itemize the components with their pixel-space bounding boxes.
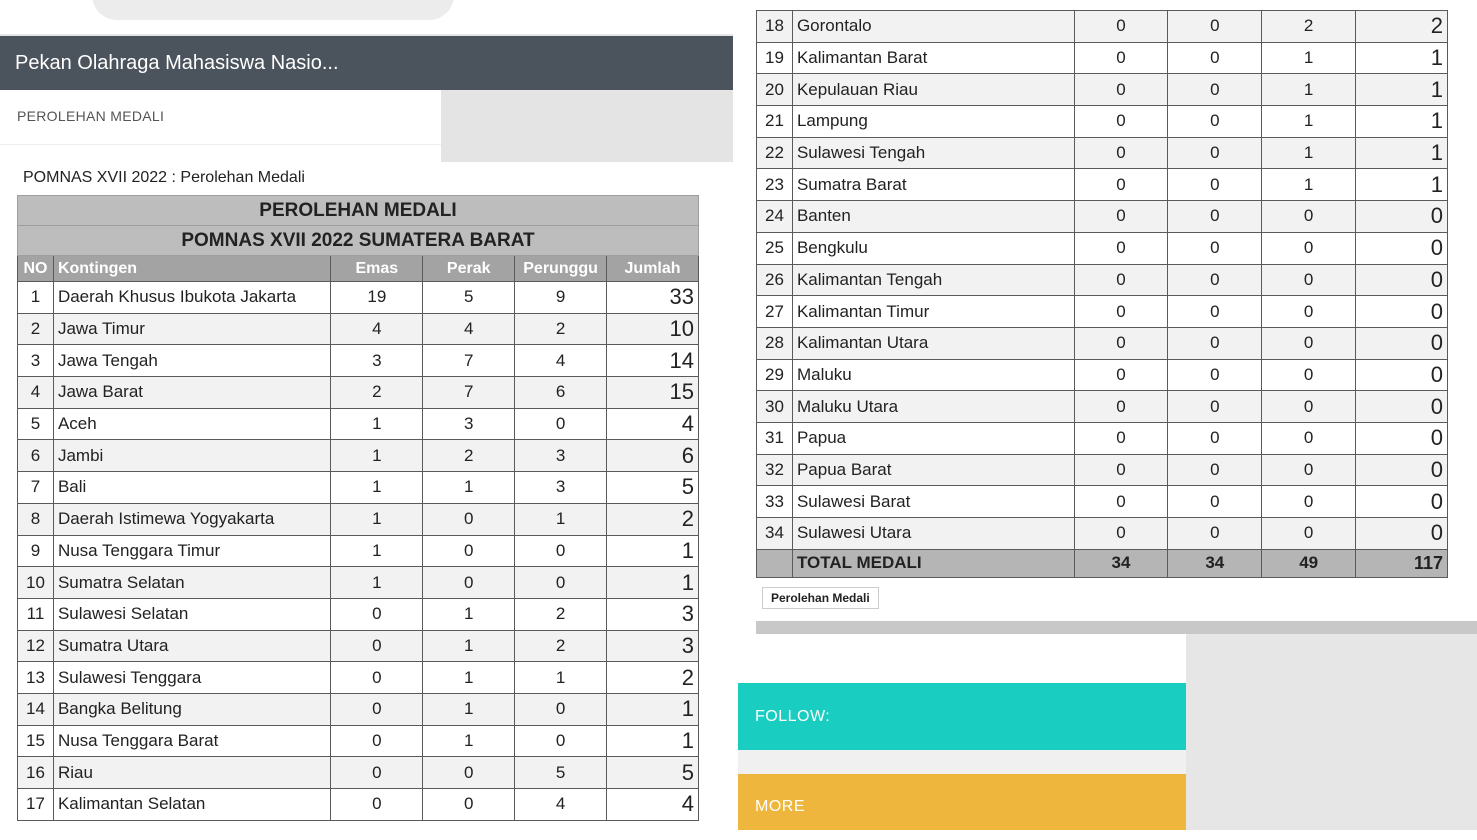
- table-row: [18, 662, 699, 694]
- cell-perunggu: 3: [515, 440, 607, 472]
- cell-no: 5: [18, 408, 54, 440]
- cell-perunggu: 0: [515, 693, 607, 725]
- cell-emas: 0: [1074, 232, 1168, 264]
- cell-jumlah: 15: [607, 377, 699, 409]
- more-widget[interactable]: MORE: [738, 774, 1186, 830]
- cell-perunggu: 1: [1262, 74, 1356, 106]
- table-row: [757, 201, 1448, 233]
- table-row: [18, 725, 699, 757]
- cell-jumlah: 0: [1356, 454, 1448, 486]
- cell-jumlah: 0: [1356, 359, 1448, 391]
- cell-perunggu: 1: [1262, 106, 1356, 138]
- cell-perak: 1: [423, 693, 515, 725]
- table-row: [18, 377, 699, 409]
- cell-emas: 0: [1074, 137, 1168, 169]
- cell-no: 3: [18, 345, 54, 377]
- cell-kontingen: Nusa Tenggara Barat: [53, 725, 330, 757]
- table-row: [18, 472, 699, 504]
- cell-no: 8: [18, 503, 54, 535]
- table-row: [18, 757, 699, 789]
- cell-perunggu: 0: [1262, 518, 1356, 550]
- cell-jumlah: 3: [607, 598, 699, 630]
- table-row: [757, 169, 1448, 201]
- cell-no: 15: [18, 725, 54, 757]
- cell-no: 16: [18, 757, 54, 789]
- cell-perak: 0: [423, 535, 515, 567]
- cell-perunggu: 4: [515, 789, 607, 821]
- table-row: [18, 440, 699, 472]
- table-row: [18, 567, 699, 599]
- cell-perunggu: 0: [1262, 232, 1356, 264]
- cell-perunggu: 1: [515, 662, 607, 694]
- table-row: [757, 137, 1448, 169]
- cell-no: 19: [757, 42, 793, 74]
- cell-emas: 0: [331, 725, 423, 757]
- cell-emas: 0: [1074, 11, 1168, 43]
- cell-perak: 0: [1168, 359, 1262, 391]
- cell-perak: 0: [1168, 327, 1262, 359]
- cell-kontingen: Daerah Khusus Ibukota Jakarta: [53, 282, 330, 314]
- cell-kontingen: Kalimantan Utara: [792, 327, 1074, 359]
- cell-perak: 0: [1168, 11, 1262, 43]
- cell-no: 26: [757, 264, 793, 296]
- cell-kontingen: Sulawesi Tengah: [792, 137, 1074, 169]
- search-pill[interactable]: [92, 0, 454, 20]
- cell-no: 1: [18, 282, 54, 314]
- cell-no: 28: [757, 327, 793, 359]
- cell-perunggu: 0: [1262, 327, 1356, 359]
- table-row: [757, 232, 1448, 264]
- cell-jumlah: 0: [1356, 201, 1448, 233]
- cell-no: 34: [757, 518, 793, 550]
- cell-no: 12: [18, 630, 54, 662]
- cell-no: 23: [757, 169, 793, 201]
- cell-emas: 1: [331, 535, 423, 567]
- col-jumlah: Jumlah: [607, 256, 699, 282]
- cell-emas: 0: [1074, 454, 1168, 486]
- table-row: [18, 345, 699, 377]
- cell-emas: 0: [331, 662, 423, 694]
- cell-jumlah: 1: [1356, 42, 1448, 74]
- col-perunggu: Perunggu: [515, 256, 607, 282]
- page-header: [0, 36, 733, 90]
- horizontal-scrollbar[interactable]: [756, 621, 1477, 634]
- cell-kontingen: Aceh: [53, 408, 330, 440]
- sheet-tab[interactable]: Perolehan Medali: [762, 587, 879, 609]
- cell-perunggu: 9: [515, 282, 607, 314]
- total-row: [757, 549, 1448, 577]
- cell-no: 25: [757, 232, 793, 264]
- cell-emas: 0: [1074, 201, 1168, 233]
- table-row: [757, 486, 1448, 518]
- cell-emas: 0: [1074, 359, 1168, 391]
- cell-emas: 0: [1074, 327, 1168, 359]
- cell-kontingen: Sulawesi Selatan: [53, 598, 330, 630]
- page-edge: [1448, 0, 1477, 586]
- cell-perunggu: 5: [515, 757, 607, 789]
- cell-perak: 0: [1168, 169, 1262, 201]
- cell-perak: 4: [423, 313, 515, 345]
- table-row: [18, 503, 699, 535]
- table-row: [757, 422, 1448, 454]
- cell-perunggu: 1: [515, 503, 607, 535]
- cell-jumlah: 1: [1356, 106, 1448, 138]
- table-row: [757, 11, 1448, 43]
- cell-perak: 1: [423, 472, 515, 504]
- section-label: PEROLEHAN MEDALI: [17, 108, 165, 124]
- cell-perak: 0: [1168, 422, 1262, 454]
- table-row: [757, 327, 1448, 359]
- cell-perak: 0: [1168, 518, 1262, 550]
- cell-jumlah: 1: [607, 725, 699, 757]
- cell-jumlah: 1: [607, 567, 699, 599]
- cell-kontingen: Sulawesi Tenggara: [53, 662, 330, 694]
- cell-emas: 0: [1074, 518, 1168, 550]
- cell-jumlah: 0: [1356, 391, 1448, 423]
- cell-perak: 1: [423, 598, 515, 630]
- cell-perunggu: 0: [515, 408, 607, 440]
- table-row: [757, 106, 1448, 138]
- cell-perak: 0: [1168, 137, 1262, 169]
- table-row: [18, 630, 699, 662]
- cell-kontingen: Nusa Tenggara Timur: [53, 535, 330, 567]
- cell-no: 27: [757, 296, 793, 328]
- cell-no: 11: [18, 598, 54, 630]
- medal-table-right: [756, 10, 1448, 578]
- table-row: [757, 296, 1448, 328]
- post-title: POMNAS XVII 2022 : Perolehan Medali: [23, 169, 305, 186]
- cell-perunggu: 4: [515, 345, 607, 377]
- cell-kontingen: Jawa Timur: [53, 313, 330, 345]
- cell-kontingen: Kalimantan Timur: [792, 296, 1074, 328]
- cell-jumlah: 2: [607, 503, 699, 535]
- cell-emas: 0: [1074, 74, 1168, 106]
- cell-no: 2: [18, 313, 54, 345]
- cell-kontingen: Riau: [53, 757, 330, 789]
- cell-kontingen: Sumatra Selatan: [53, 567, 330, 599]
- cell-no: 18: [757, 11, 793, 43]
- cell-kontingen: Banten: [792, 201, 1074, 233]
- cell-kontingen: Papua: [792, 422, 1074, 454]
- cell-jumlah: 0: [1356, 232, 1448, 264]
- cell-perunggu: 2: [1262, 11, 1356, 43]
- cell-emas: 0: [1074, 422, 1168, 454]
- cell-perak: 0: [423, 757, 515, 789]
- cell-perak: 2: [423, 440, 515, 472]
- cell-jumlah: 1: [607, 535, 699, 567]
- cell-jumlah: 4: [607, 408, 699, 440]
- table-row: [757, 454, 1448, 486]
- cell-kontingen: Papua Barat: [792, 454, 1074, 486]
- cell-jumlah: 0: [1356, 486, 1448, 518]
- total-no: [757, 549, 793, 577]
- follow-widget[interactable]: FOLLOW:: [738, 683, 1186, 750]
- cell-jumlah: 10: [607, 313, 699, 345]
- cell-kontingen: Jambi: [53, 440, 330, 472]
- cell-emas: 0: [1074, 486, 1168, 518]
- cell-no: 30: [757, 391, 793, 423]
- table-row: [757, 518, 1448, 550]
- cell-perak: 0: [423, 503, 515, 535]
- cell-perunggu: 0: [1262, 264, 1356, 296]
- total-perunggu: 49: [1262, 549, 1356, 577]
- cell-perak: 0: [1168, 296, 1262, 328]
- cell-emas: 2: [331, 377, 423, 409]
- cell-emas: 19: [331, 282, 423, 314]
- sidebar-placeholder: [1186, 634, 1477, 830]
- cell-kontingen: Sumatra Utara: [53, 630, 330, 662]
- ad-placeholder: [441, 90, 733, 162]
- cell-perunggu: 0: [1262, 454, 1356, 486]
- col-emas: Emas: [331, 256, 423, 282]
- cell-no: 31: [757, 422, 793, 454]
- cell-perunggu: 0: [1262, 296, 1356, 328]
- cell-no: 21: [757, 106, 793, 138]
- cell-no: 29: [757, 359, 793, 391]
- cell-jumlah: 4: [607, 789, 699, 821]
- cell-kontingen: Kalimantan Barat: [792, 42, 1074, 74]
- cell-perunggu: 0: [1262, 486, 1356, 518]
- cell-jumlah: 2: [1356, 11, 1448, 43]
- total-label: TOTAL MEDALI: [792, 549, 1074, 577]
- cell-kontingen: Bengkulu: [792, 232, 1074, 264]
- cell-kontingen: Kalimantan Selatan: [53, 789, 330, 821]
- cell-emas: 0: [331, 630, 423, 662]
- cell-perunggu: 0: [515, 567, 607, 599]
- cell-emas: 1: [331, 567, 423, 599]
- cell-perak: 0: [1168, 454, 1262, 486]
- page-title: Pekan Olahraga Mahasiswa Nasio...: [15, 52, 339, 74]
- cell-emas: 0: [331, 757, 423, 789]
- cell-jumlah: 0: [1356, 518, 1448, 550]
- cell-kontingen: Daerah Istimewa Yogyakarta: [53, 503, 330, 535]
- cell-jumlah: 1: [1356, 74, 1448, 106]
- cell-perak: 0: [1168, 106, 1262, 138]
- cell-perunggu: 6: [515, 377, 607, 409]
- cell-emas: 1: [331, 472, 423, 504]
- cell-perunggu: 1: [1262, 169, 1356, 201]
- cell-emas: 1: [331, 440, 423, 472]
- cell-kontingen: Kalimantan Tengah: [792, 264, 1074, 296]
- cell-emas: 1: [331, 503, 423, 535]
- cell-no: 14: [18, 693, 54, 725]
- cell-jumlah: 33: [607, 282, 699, 314]
- cell-no: 7: [18, 472, 54, 504]
- cell-perunggu: 0: [1262, 201, 1356, 233]
- cell-perunggu: 1: [1262, 137, 1356, 169]
- col-no: NO: [18, 256, 54, 282]
- cell-jumlah: 5: [607, 757, 699, 789]
- cell-perak: 7: [423, 377, 515, 409]
- cell-jumlah: 3: [607, 630, 699, 662]
- cell-jumlah: 1: [1356, 169, 1448, 201]
- section-divider: [0, 144, 441, 145]
- cell-jumlah: 5: [607, 472, 699, 504]
- cell-perak: 5: [423, 282, 515, 314]
- medal-table-left: [17, 195, 699, 821]
- cell-perunggu: 0: [515, 725, 607, 757]
- cell-emas: 3: [331, 345, 423, 377]
- cell-emas: 0: [331, 789, 423, 821]
- total-jumlah: 117: [1356, 549, 1448, 577]
- cell-emas: 1: [331, 408, 423, 440]
- cell-perak: 0: [1168, 42, 1262, 74]
- table-row: [18, 535, 699, 567]
- cell-perunggu: 0: [1262, 391, 1356, 423]
- cell-jumlah: 14: [607, 345, 699, 377]
- cell-emas: 0: [1074, 296, 1168, 328]
- cell-kontingen: Jawa Barat: [53, 377, 330, 409]
- col-perak: Perak: [423, 256, 515, 282]
- cell-no: 13: [18, 662, 54, 694]
- cell-jumlah: 0: [1356, 327, 1448, 359]
- cell-no: 17: [18, 789, 54, 821]
- cell-no: 9: [18, 535, 54, 567]
- cell-perak: 0: [423, 567, 515, 599]
- table-row: [757, 391, 1448, 423]
- cell-jumlah: 0: [1356, 264, 1448, 296]
- cell-no: 10: [18, 567, 54, 599]
- cell-perunggu: 0: [1262, 422, 1356, 454]
- cell-kontingen: Sulawesi Barat: [792, 486, 1074, 518]
- cell-perunggu: 3: [515, 472, 607, 504]
- cell-perunggu: 2: [515, 598, 607, 630]
- cell-no: 6: [18, 440, 54, 472]
- col-kontingen: Kontingen: [53, 256, 330, 282]
- widget-gap: [738, 750, 1186, 774]
- cell-kontingen: Sulawesi Utara: [792, 518, 1074, 550]
- table-row: [18, 598, 699, 630]
- cell-perunggu: 1: [1262, 42, 1356, 74]
- cell-perak: 1: [423, 725, 515, 757]
- column-header-row: [18, 256, 699, 282]
- table-row: [757, 264, 1448, 296]
- cell-no: 32: [757, 454, 793, 486]
- cell-no: 4: [18, 377, 54, 409]
- cell-emas: 0: [1074, 264, 1168, 296]
- cell-jumlah: 2: [607, 662, 699, 694]
- cell-kontingen: Sumatra Barat: [792, 169, 1074, 201]
- cell-perak: 0: [1168, 486, 1262, 518]
- cell-kontingen: Bangka Belitung: [53, 693, 330, 725]
- cell-perak: 0: [1168, 391, 1262, 423]
- cell-kontingen: Bali: [53, 472, 330, 504]
- cell-no: 20: [757, 74, 793, 106]
- table-banner-2: POMNAS XVII 2022 SUMATERA BARAT: [18, 226, 699, 256]
- cell-kontingen: Jawa Tengah: [53, 345, 330, 377]
- cell-emas: 0: [1074, 169, 1168, 201]
- cell-emas: 4: [331, 313, 423, 345]
- table-row: [18, 693, 699, 725]
- table-row: [18, 282, 699, 314]
- table-row: [18, 408, 699, 440]
- cell-kontingen: Gorontalo: [792, 11, 1074, 43]
- cell-kontingen: Lampung: [792, 106, 1074, 138]
- cell-no: 33: [757, 486, 793, 518]
- cell-perak: 1: [423, 630, 515, 662]
- table-row: [757, 74, 1448, 106]
- cell-perunggu: 0: [515, 535, 607, 567]
- cell-emas: 0: [1074, 106, 1168, 138]
- total-emas: 34: [1074, 549, 1168, 577]
- table-row: [18, 789, 699, 821]
- cell-jumlah: 6: [607, 440, 699, 472]
- cell-perak: 0: [1168, 264, 1262, 296]
- cell-perak: 0: [1168, 232, 1262, 264]
- cell-perak: 0: [423, 789, 515, 821]
- cell-perunggu: 2: [515, 313, 607, 345]
- cell-jumlah: 0: [1356, 422, 1448, 454]
- total-perak: 34: [1168, 549, 1262, 577]
- table-row: [18, 313, 699, 345]
- cell-perak: 1: [423, 662, 515, 694]
- cell-emas: 0: [331, 598, 423, 630]
- table-row: [757, 359, 1448, 391]
- cell-perak: 0: [1168, 201, 1262, 233]
- cell-no: 22: [757, 137, 793, 169]
- table-row: [757, 42, 1448, 74]
- cell-emas: 0: [1074, 42, 1168, 74]
- table-banner-1: PEROLEHAN MEDALI: [18, 196, 699, 226]
- cell-jumlah: 1: [607, 693, 699, 725]
- cell-kontingen: Maluku Utara: [792, 391, 1074, 423]
- cell-no: 24: [757, 201, 793, 233]
- cell-perak: 3: [423, 408, 515, 440]
- cell-perak: 7: [423, 345, 515, 377]
- cell-perak: 0: [1168, 74, 1262, 106]
- cell-emas: 0: [331, 693, 423, 725]
- cell-emas: 0: [1074, 391, 1168, 423]
- cell-jumlah: 1: [1356, 137, 1448, 169]
- cell-kontingen: Kepulauan Riau: [792, 74, 1074, 106]
- cell-perunggu: 2: [515, 630, 607, 662]
- cell-kontingen: Maluku: [792, 359, 1074, 391]
- cell-jumlah: 0: [1356, 296, 1448, 328]
- cell-perunggu: 0: [1262, 359, 1356, 391]
